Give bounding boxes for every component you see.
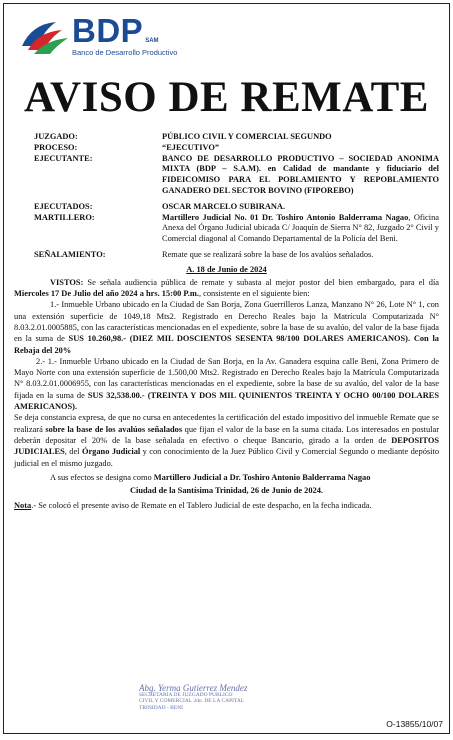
efectos-bold: Martillero Judicial a Dr. Toshiro Antonio Balderrama Nagao [153, 472, 371, 482]
property-item-1 [14, 299, 439, 355]
field-label: EJECUTADOS: [34, 201, 93, 211]
notice-body [14, 277, 439, 483]
field-label: MARTILLERO: [34, 212, 95, 222]
constancia-bold-1: sobre la base de los avalúos señalados [45, 424, 183, 434]
field-label: PROCESO: [34, 142, 78, 152]
bdp-logo-mark-icon [18, 16, 70, 56]
stamp-signature: Abg. Yerma Gutierrez Mendez [139, 683, 248, 693]
field-value: PÚBLICO CIVIL Y COMERCIAL SEGUNDO [162, 132, 332, 141]
constancia-bold-3: Órgano Judicial [81, 447, 141, 457]
constancia-text-3: , del [64, 447, 82, 457]
case-info-table [14, 132, 439, 261]
efectos-text: A sus efectos se designa como [50, 472, 154, 482]
field-value [162, 213, 439, 245]
publication-code: O-13855/10/07 [386, 719, 443, 729]
nota-label: Nota [14, 501, 32, 511]
item-1-amount: SUS 10.260,98.- (DIEZ MIL DOSCIENTOS SESENTA 98/100 DOLARES AMERICANOS). [68, 334, 411, 344]
field-value: OSCAR MARCELO SUBIRANA. [162, 201, 286, 211]
field-ejecutante [14, 154, 439, 197]
martillero-name: Martillero Judicial No. 01 Dr. Toshiro Antonio Balderrama Nagao [162, 212, 409, 222]
court-stamp [139, 685, 259, 725]
field-label: EJECUTANTE: [34, 153, 93, 163]
item-1-text: 1.- Inmueble Urbano ubicado en la Ciudad de San Borja, Zona Guerrilleros Lanza, Manzano N° 26, Lote N° 1, con una extensión superficie de 1049,18 Mts2. Registrado en Derecho Reales bajo la Matrícula Computarizada N° 8.03.2.01.0005885, con las características mencionadas en el expediente, sobre la base de su avalúo, del valor de la base fijada en la suma de [14, 300, 439, 344]
logo-subtitle: Banco de Desarrollo Productivo [72, 48, 178, 57]
vistos-lead: VISTOS: [50, 277, 84, 287]
constancia-text-1: Se deja constancia expresa, de que no cursa en antecedentes la certificación del estado impositivo del inmueble Remate que se realizará [14, 413, 439, 434]
constancia-bold-2: DEPOSITOS JUDICIALES [14, 435, 439, 457]
item-2-text: 2.- 1.- Inmueble Urbano ubicado en la Ciudad de San Borja, en la Av. Ganadera esquina calle Beni, Zona Primero de Mayo Norte con una extensión superficie de 1.500,00 Mts2. Registrado en Derecho Reales bajo la Matrícula Computarizada N° 8.03.2.01.0006955, con las características mencionadas en el expediente, sobre la base de su avalúo, del valor de la base fijada en la suma de [14, 356, 439, 400]
field-juzgado [14, 132, 439, 143]
field-proceso [14, 143, 439, 154]
field-value: “EJECUTIVO” [162, 142, 220, 152]
field-value: Remate que se realizará sobre la base de los avalúos señalados. [162, 249, 374, 259]
field-martillero [14, 213, 439, 245]
constancia-text-4: y con conocimiento de la Juez Público Civil y Comercial Segundo o mediante depósito judicial en el mismo juzgado. [14, 447, 440, 468]
field-ejecutados [14, 197, 439, 213]
field-label: JUZGADO: [34, 132, 78, 141]
constancia-paragraph [14, 412, 439, 468]
item-2-amount: SUS 32,538.00.- (TREINTA Y DOS MIL QUINIENTOS TREINTA Y OCHO 00/100 DOLARES AMERICANOS). [14, 390, 439, 412]
vistos-paragraph [14, 277, 439, 300]
martillero-details: , Oficina Anexa del Órgano Judicial ubicada C/ Joaquín de Sierra N° 82, Juzgado 2° Civil y Comercial diagonal al Comando Departamental de la Policía del Beni. [162, 212, 439, 244]
vistos-text-end: , consistente en el siguiente bien: [198, 289, 310, 299]
efectos-paragraph [14, 472, 439, 483]
page-title: AVISO DE REMATE [24, 74, 429, 121]
item-1-rebaja: Con la Rebaja del 20% [14, 334, 439, 355]
nota-text: .- Se colocó el presente aviso de Remate en el Tablero Judicial de este despacho, en la fecha indicada. [31, 501, 372, 511]
vistos-text: Se señala audiencia pública de remate y subasta al mejor postor del bien embargado, para el día [83, 277, 439, 287]
bdp-logo [14, 4, 439, 68]
logo-brand: BDP [72, 12, 144, 49]
auction-datetime: Miercoles 17 De Julio del año 2024 a hrs. 15:00 P.m. [14, 289, 199, 299]
nota-paragraph [14, 500, 439, 511]
stamp-line-3: TRINIDAD - BENI [139, 704, 183, 711]
property-item-2 [14, 356, 439, 412]
field-senalamiento [14, 245, 439, 261]
field-value: BANCO DE DESARROLLO PRODUCTIVO – SOCIEDAD ANONIMA MIXTA (BDP – S.A.M). en Calidad de mandante y fiduciario del FIDEICOMISO PARA EL POBLAMIENTO Y REPOBLAMIENTO GANADERO DEL SECTOR BOVINO (FIPOREBO) [162, 153, 439, 195]
stamp-line-2: CIVIL Y COMERCIAL 2do. DE LA CAPITAL [139, 698, 245, 704]
logo-suffix: SAM [145, 38, 159, 44]
field-label: SEÑALAMIENTO: [34, 249, 106, 259]
constancia-text-2: que fijan el valor de la base en la suma citada. Los interesados en postular deberán depositar el 20% de la base señalada en efectivo o cheque Bancario, girado a la orden de [14, 424, 439, 445]
resolution-date: A. 18 de Junio de 2024 [186, 264, 267, 274]
city-date-line: Ciudad de la Santísima Trinidad, 26 de Junio de 2024. [129, 486, 324, 496]
notice-page [3, 3, 450, 734]
stamp-line-1: SECRETARIA DE JUZGADO PUBLICO [139, 691, 233, 698]
